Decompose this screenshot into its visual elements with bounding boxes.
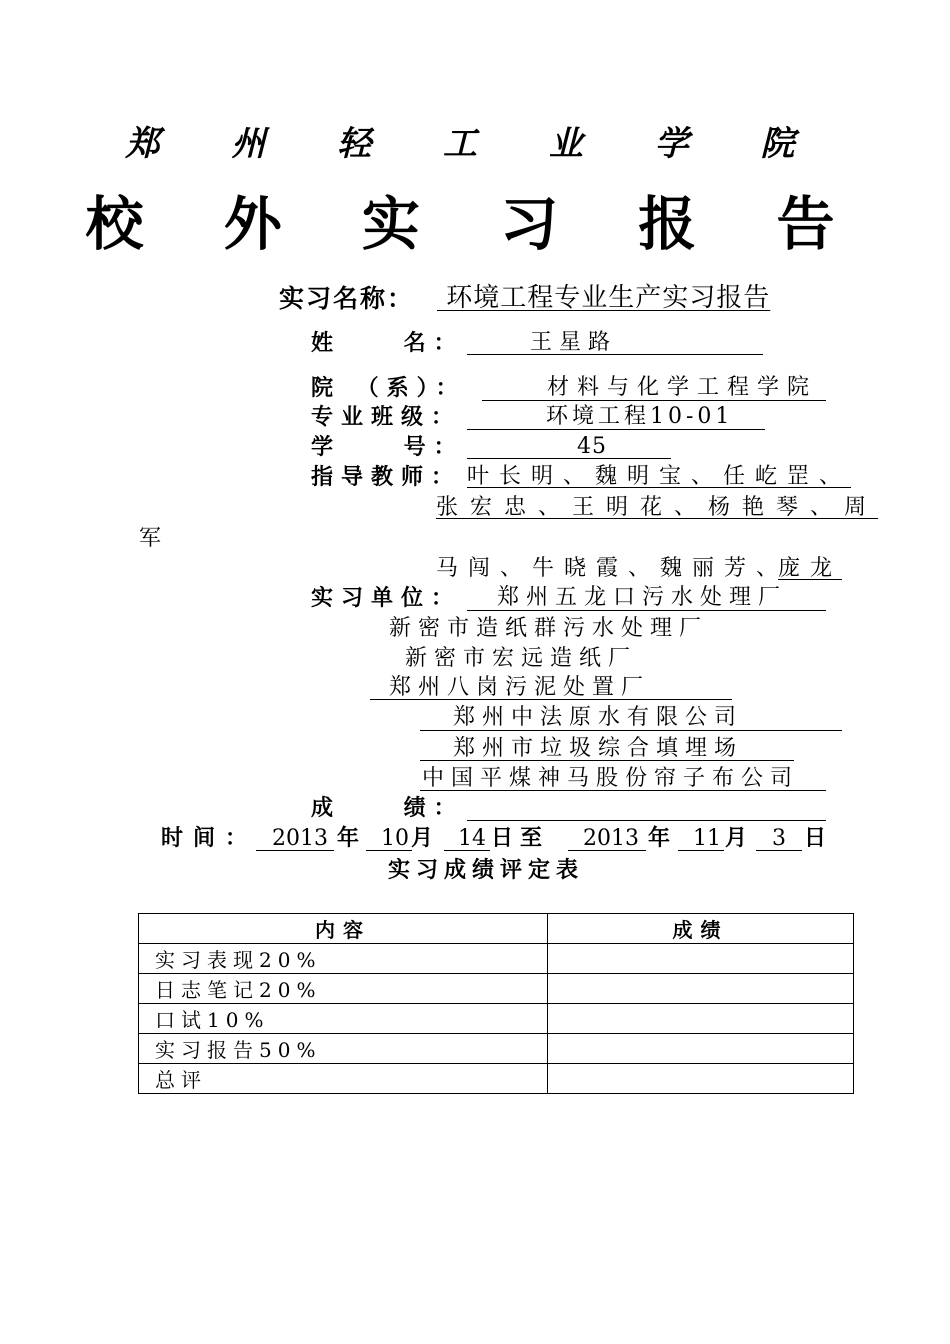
start-year: 2013 (272, 826, 328, 851)
table-row (139, 974, 854, 1004)
advisors-line-2-wrap: 军 (139, 526, 169, 551)
evaluation-table (138, 913, 854, 1094)
day-char: 日 (491, 826, 522, 851)
college-label: 院 （系）： (311, 376, 466, 401)
advisors-line-3-underlined: 庞龙 (778, 556, 843, 581)
class-label: 专业班级： (311, 405, 462, 430)
end-year: 2013 (583, 826, 639, 851)
table-row (139, 1064, 854, 1094)
start-month: 10 (381, 826, 409, 851)
period-label: 时间： (161, 826, 258, 851)
end-day: 3 (772, 826, 786, 851)
row-item: 实习表现20% (139, 944, 548, 974)
advisors-line-1: 叶长明、魏明宝、任屹罡、 (467, 464, 852, 489)
table-row (139, 1034, 854, 1064)
unit-item: 郑州五龙口污水处理厂 (497, 585, 788, 610)
student-id-underline (467, 458, 671, 459)
internship-name-label: 实习名称： (279, 284, 415, 313)
table-row (139, 944, 854, 974)
unit-5-underline (420, 730, 842, 731)
advisors-label: 指导教师： (311, 465, 462, 490)
day-char: 日 (804, 826, 835, 851)
class-underline (467, 429, 765, 430)
units-label: 实习单位： (311, 586, 462, 611)
class-value: 环境工程10-01 (546, 404, 734, 429)
college-underline (482, 400, 826, 401)
row-item: 日志笔记20% (139, 974, 548, 1004)
start-day: 14 (458, 826, 486, 851)
school-name: 郑 州 轻 工 业 学 院 (125, 124, 825, 164)
report-title: 校 外 实 习 报 告 (85, 190, 865, 258)
row-score (548, 1004, 854, 1034)
end-month: 11 (693, 826, 721, 851)
header-content: 内容 (139, 914, 548, 944)
internship-name-value: 环境工程专业生产实习报告 (437, 283, 771, 313)
row-item: 总评 (139, 1064, 548, 1094)
college-value: 材料与化学工程学院 (547, 375, 818, 400)
year-char: 年 (648, 826, 679, 851)
unit-1-underline (467, 610, 826, 611)
advisors-line-3: 马闯、牛晓霞、魏丽芳、 (436, 556, 789, 581)
header-score: 成绩 (548, 914, 854, 944)
row-score (548, 944, 854, 974)
month-char: 月 (725, 826, 756, 851)
table-header-row (139, 914, 854, 944)
row-score (548, 1034, 854, 1064)
row-item: 口试10% (139, 1004, 548, 1034)
unit-item: 郑州中法原水有限公司 (453, 705, 744, 730)
advisors-line-2: 张宏忠、王明花、杨艳琴、周 (436, 495, 879, 520)
month-char: 月 (411, 826, 442, 851)
row-score (548, 1064, 854, 1094)
unit-item: 中国平煤神马股份帘子布公司 (422, 766, 800, 791)
evaluation-title: 实习成绩评定表 (388, 858, 585, 883)
student-id-value: 45 (577, 434, 607, 459)
student-id-label: 学 号： (311, 435, 464, 460)
year-char: 年 (337, 826, 368, 851)
to-char: 至 (520, 826, 551, 851)
table-row (139, 1004, 854, 1034)
unit-item: 新密市宏远造纸厂 (405, 646, 638, 671)
score-label: 成 绩： (311, 796, 464, 821)
unit-item: 郑州市垃圾综合填埋场 (453, 736, 744, 761)
student-name-label: 姓 名： (311, 331, 464, 356)
student-name-value: 王星路 (530, 330, 618, 355)
row-score (548, 974, 854, 1004)
row-item: 实习报告50% (139, 1034, 548, 1064)
score-underline (467, 820, 826, 821)
unit-item: 新密市造纸群污水处理厂 (389, 616, 709, 641)
unit-item: 郑州八岗污泥处置厂 (389, 675, 651, 700)
